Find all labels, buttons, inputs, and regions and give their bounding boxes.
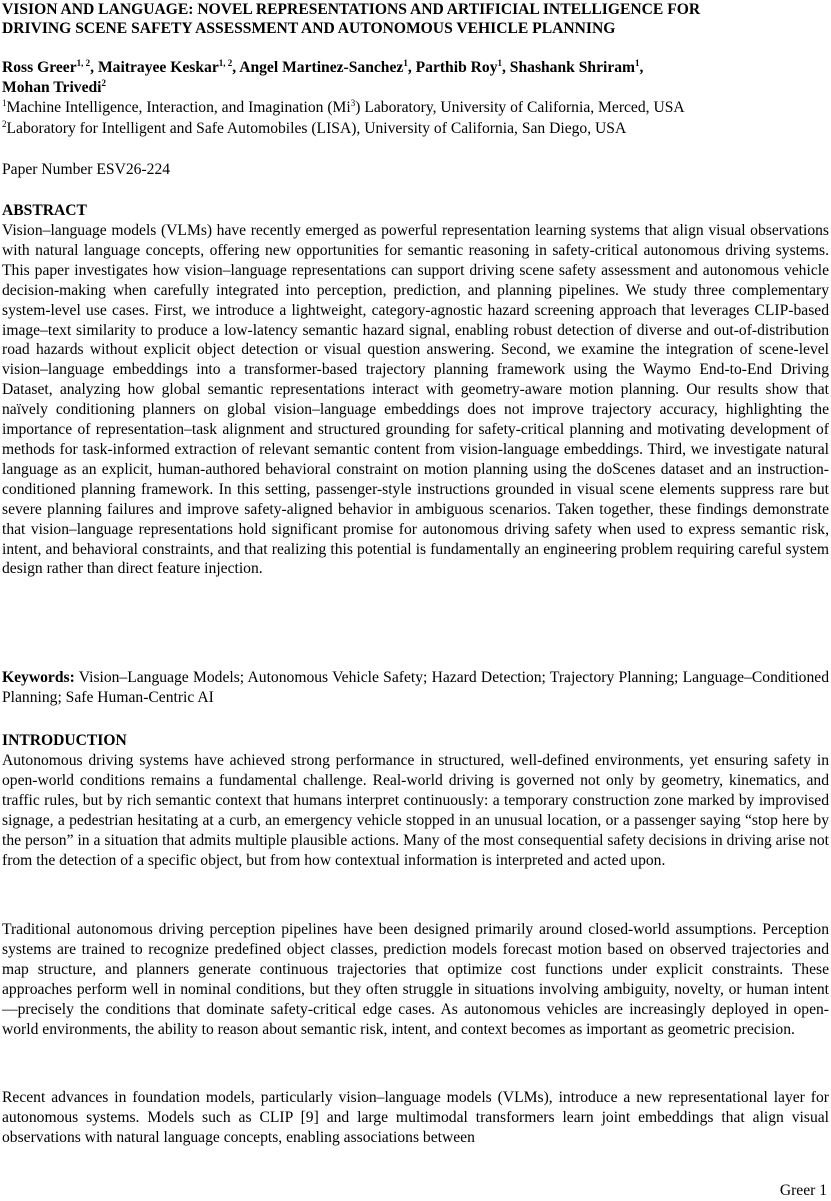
page-footer: Greer 1: [779, 1182, 827, 1199]
author-affiliation-sup: 1: [497, 58, 502, 68]
title-line-2: DRIVING SCENE SAFETY ASSESSMENT AND AUTONOMOUS VEHICLE PLANNING: [2, 20, 616, 37]
author-name: Angel Martinez-Sanchez: [239, 59, 404, 76]
author-name: Ross Greer: [2, 59, 77, 76]
keywords: [2, 668, 829, 708]
intro-paragraph-1: Autonomous driving systems have achieved strong performance in structured, well-defined environments, yet ensuring safety in open-world conditions remains a fundamental challenge. Real-world driving is governed not only by geometry, kinematics, and traffic rules, but by rich semantic context that humans interpret continuously: a temporary construction zone marked by improvised signage, a pedestrian hesitating at a curb, an emergency vehicle stopped in an unusual location, or a passenger saying “stop here by the person” in a situation that admits multiple plausible actions. Many of the most consequential safety decisions in driving arise not from the detection of a specific object, but from how contextual information is interpreted and acted upon.: [2, 752, 829, 869]
title-line-1: VISION AND LANGUAGE: NOVEL REPRESENTATIONS AND ARTIFICIAL INTELLIGENCE FOR: [2, 1, 701, 18]
author-name: Parthib Roy: [415, 59, 498, 76]
author-affiliation-sup: 1, 2: [76, 58, 91, 68]
author-name: Mohan Trivedi: [2, 78, 102, 96]
affiliation-2: [2, 119, 828, 139]
affiliation-text: ) Laboratory, University of California, Merced, USA: [355, 99, 685, 116]
abstract-heading: ABSTRACT: [2, 202, 87, 219]
author-affiliation-sup: 2: [101, 77, 106, 88]
author-affiliation-sup: 1, 2: [218, 58, 233, 68]
abstract-text: Vision–language models (VLMs) have recently emerged as powerful representation learning systems that align visual observations with natural language concepts, offering new opportunities for semantic reasoning in safety-critical autonomous driving systems. This paper investigates how vision–language representations can support driving scene safety assessment and autonomous vehicle decision-making when carefully integrated into perception, prediction, and planning pipelines. We study three complementary system-level use cases. First, we introduce a lightweight, category-agnostic hazard screening approach that leverages CLIP-based image–text similarity to produce a low-latency semantic hazard signal, enabling robust detection of diverse and out-of-distribution road hazards without explicit object detection or visual question answering. Second, we examine the integration of scene-level vision–language embeddings into a transformer-based trajectory planning framework using the Waymo End-to-End Driving Dataset, analyzing how global semantic representations interact with geometry-aware motion planning. Our results show that naïvely conditioning planners on global vision–language embeddings does not improve trajectory accuracy, highlighting the importance of representation–task alignment and structured grounding for safety-critical planning and motivating development of methods for task-informed extraction of relevant semantic content from vision-language embeddings. Third, we investigate natural language as an explicit, human-authored behavioral constraint on motion planning using the doScenes dataset and an instruction-conditioned planning framework. In this setting, passenger-style instructions grounded in visual scene elements suppress rare but severe planning failures and improve safety-aligned behavior in ambiguous scenarios. Taken together, these findings demonstrate that vision–language representations hold significant promise for autonomous driving safety when used to express semantic risk, intent, and behavioral constraints, and that realizing this potential is fundamentally an engineering problem requiring careful system design rather than direct feature injection.: [2, 222, 829, 578]
affiliation-sup: 2: [2, 119, 7, 129]
author-list: Ross Greer$^{1, 2}$, Maitrayee Keskar$^{1, 2}$, Angel Martinez-Sanchez$^1$, Parthib Roy$^1$, Shashank Shriram$^1$, Mohan Trivedi$^2$: [2, 58, 644, 96]
paper-title: [2, 0, 828, 38]
author-affiliation-sup: 1: [635, 58, 640, 68]
author-affiliation-sup: 1: [403, 58, 408, 68]
keywords-label: Keywords:: [2, 669, 75, 686]
affiliation-sup: 1: [2, 98, 7, 108]
intro-paragraph-3: Recent advances in foundation models, particularly vision–language models (VLMs), introduce a new representational layer for autonomous systems. Models such as CLIP [9] and large multimodal transformers learn joint embeddings that align visual observations with natural language concepts, enabling associations between: [2, 1089, 829, 1146]
keywords-text: Vision–Language Models; Autonomous Vehicle Safety; Hazard Detection; Trajectory Planning; Language–Conditioned Planning; Safe Human-Centric AI: [2, 669, 829, 706]
affiliation-inner-sup: 3: [350, 98, 356, 108]
author-name: Maitrayee Keskar: [97, 59, 219, 76]
intro-paragraph-2: Traditional autonomous driving perception pipelines have been designed primarily around closed-world assumptions. Perception systems are trained to recognize predefined object classes, prediction models forecast motion based on observed trajectories and map structure, and planners generate continuous trajectories that optimize cost functions under explicit constraints. These approaches perform well in nominal conditions, but they often struggle in situations involving ambiguity, novelty, or human intent—precisely the conditions that dominate safety-critical edge cases. As autonomous vehicles are increasingly deployed in open-world environments, the ability to reason about semantic risk, intent, and context becomes as important as geometric precision.: [2, 921, 829, 1038]
author-name: Shashank Shriram: [509, 59, 636, 76]
affiliation-1: [2, 98, 828, 118]
introduction-heading: INTRODUCTION: [2, 732, 127, 749]
affiliation-text: Machine Intelligence, Interaction, and Imagination (Mi: [6, 99, 351, 116]
affiliation-text: Laboratory for Intelligent and Safe Automobiles (LISA), University of California, San Diego, USA: [6, 120, 627, 137]
paper-number: Paper Number ESV26-224: [2, 161, 171, 178]
